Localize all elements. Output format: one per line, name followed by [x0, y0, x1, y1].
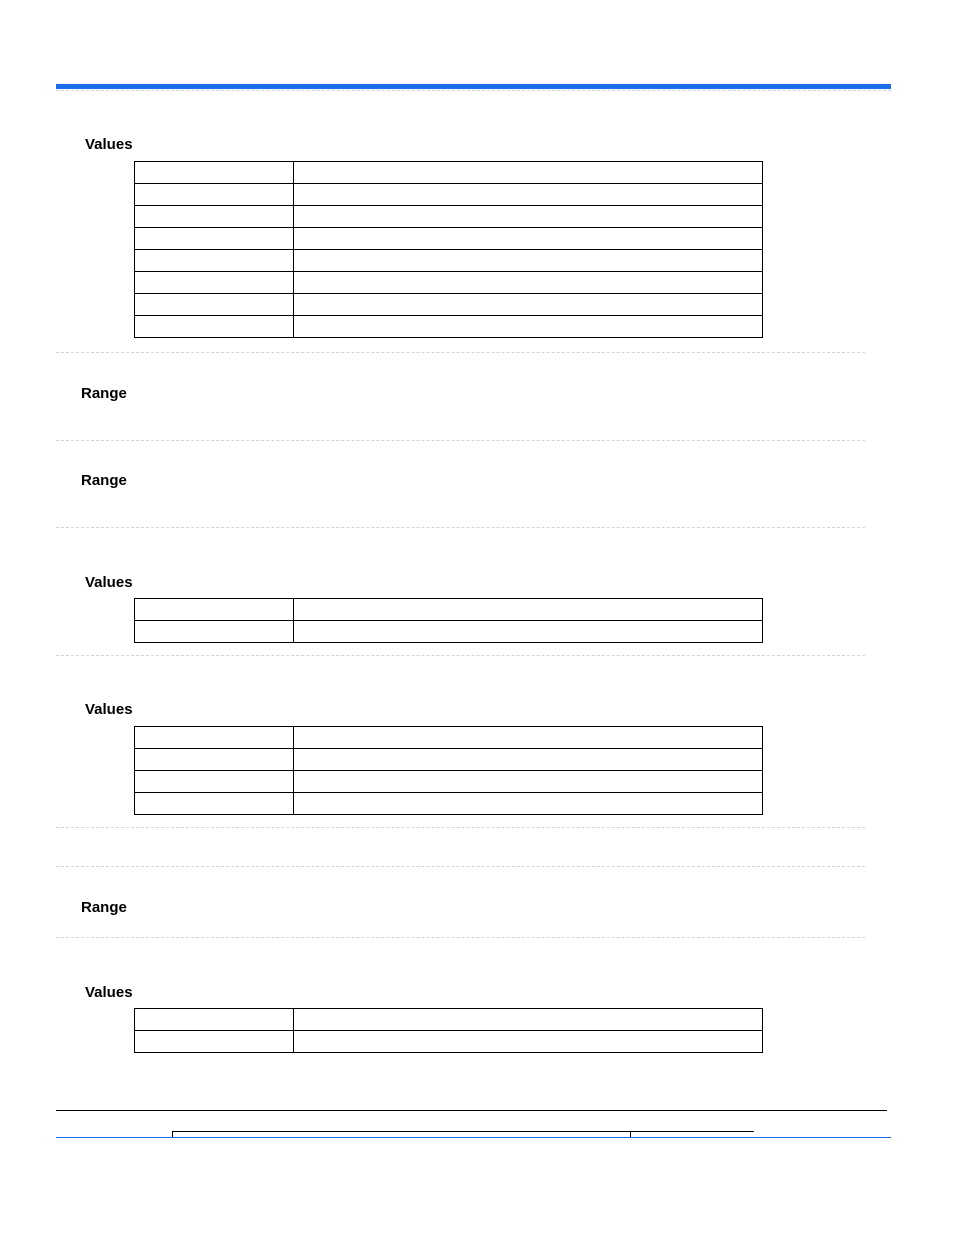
values-table	[134, 161, 763, 338]
table-cell	[294, 621, 763, 643]
table-cell	[135, 771, 294, 793]
table-cell	[135, 1009, 294, 1031]
table-row	[135, 250, 763, 272]
section-label-range: Range	[81, 385, 127, 402]
table-cell	[135, 1031, 294, 1053]
table-cell	[135, 184, 294, 206]
table-cell	[135, 727, 294, 749]
table-cell	[135, 250, 294, 272]
table-row	[135, 228, 763, 250]
table-cell	[294, 184, 763, 206]
table-row	[135, 1031, 763, 1053]
table-row	[135, 727, 763, 749]
table-cell	[294, 206, 763, 228]
table-cell	[294, 316, 763, 338]
table-cell	[135, 621, 294, 643]
section-divider	[56, 440, 865, 441]
table-row	[135, 1009, 763, 1031]
section-divider	[56, 937, 865, 938]
table-cell	[135, 228, 294, 250]
table-row	[135, 162, 763, 184]
table-row	[135, 184, 763, 206]
section-label-values: Values	[85, 136, 133, 153]
table-cell	[135, 294, 294, 316]
header-divider	[56, 90, 891, 91]
section-divider	[56, 527, 865, 528]
table-cell	[135, 272, 294, 294]
table-cell	[135, 793, 294, 815]
table-cell	[294, 749, 763, 771]
table-row	[135, 272, 763, 294]
table-row	[135, 599, 763, 621]
table-row	[135, 621, 763, 643]
table-row	[135, 294, 763, 316]
footer-accent-line	[56, 1137, 891, 1138]
table-cell	[294, 162, 763, 184]
values-table	[134, 726, 763, 815]
table-cell	[294, 727, 763, 749]
table-row	[135, 749, 763, 771]
table-row	[135, 206, 763, 228]
section-label-values: Values	[85, 984, 133, 1001]
table-cell	[294, 294, 763, 316]
table-row	[135, 771, 763, 793]
table-cell	[294, 793, 763, 815]
section-label-values: Values	[85, 701, 133, 718]
table-cell	[294, 771, 763, 793]
table-cell	[135, 316, 294, 338]
table-cell	[294, 272, 763, 294]
section-label-values: Values	[85, 574, 133, 591]
section-label-range: Range	[81, 472, 127, 489]
footer-rule	[56, 1110, 887, 1111]
table-cell	[294, 250, 763, 272]
table-cell	[135, 206, 294, 228]
table-row	[135, 316, 763, 338]
table-cell	[294, 1031, 763, 1053]
table-cell	[135, 749, 294, 771]
table-cell	[135, 162, 294, 184]
table-cell	[294, 1009, 763, 1031]
section-divider	[56, 352, 865, 353]
table-row	[135, 793, 763, 815]
table-cell	[135, 599, 294, 621]
table-cell	[294, 599, 763, 621]
values-table	[134, 1008, 763, 1053]
section-divider	[56, 866, 865, 867]
section-label-range: Range	[81, 899, 127, 916]
table-cell	[294, 228, 763, 250]
header-accent-bar	[56, 84, 891, 89]
values-table	[134, 598, 763, 643]
section-divider	[56, 655, 865, 656]
section-divider	[56, 827, 865, 828]
